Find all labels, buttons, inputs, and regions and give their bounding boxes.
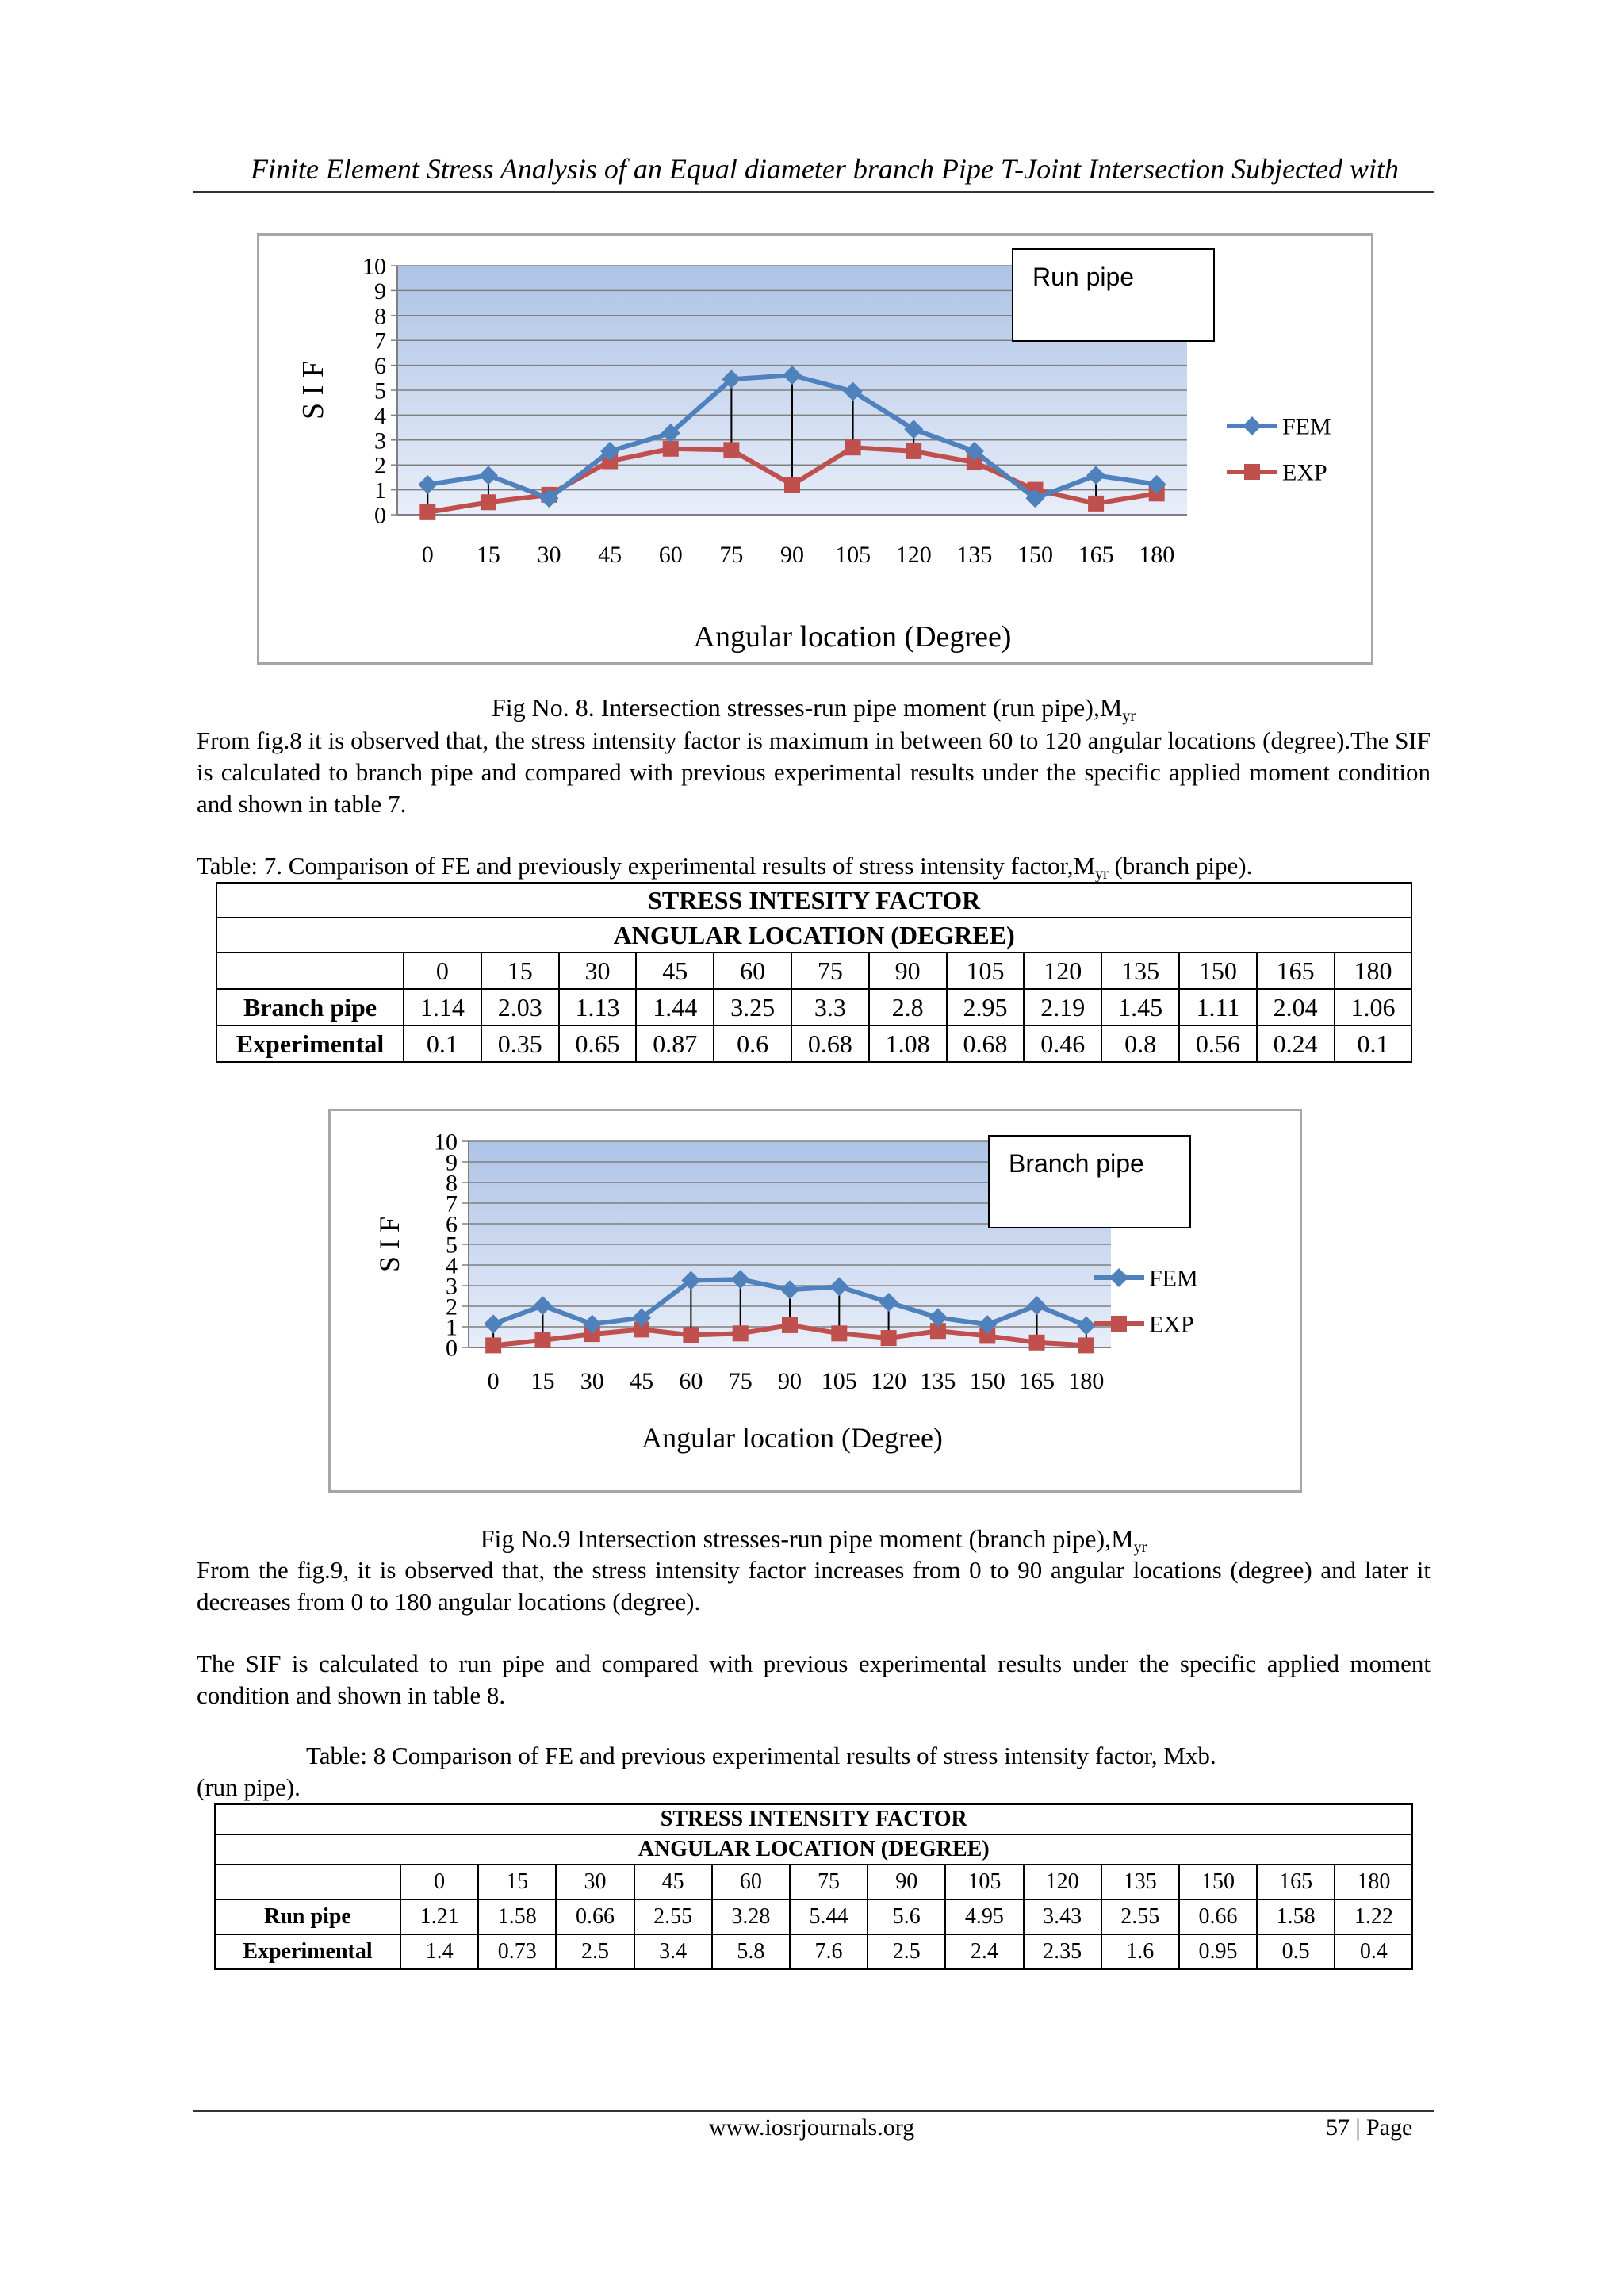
table-cell: 1.58 bbox=[478, 1899, 556, 1934]
legend-marker-fem bbox=[1243, 416, 1262, 435]
table-row-label: Experimental bbox=[215, 1934, 400, 1969]
table-cell: 4.95 bbox=[945, 1899, 1023, 1934]
table-cell: 3.28 bbox=[712, 1899, 790, 1934]
fig9-chart-label: Branch pipe bbox=[1009, 1149, 1144, 1178]
table-cell: 0.73 bbox=[478, 1934, 556, 1969]
table-cell: 120 bbox=[1024, 1865, 1101, 1899]
x-tick-label: 165 bbox=[1078, 542, 1114, 568]
fig8-chart-label: Run pipe bbox=[1032, 263, 1135, 291]
table-cell: 0.66 bbox=[1179, 1899, 1257, 1934]
table7 bbox=[216, 882, 1412, 1063]
table-row-label: Experimental bbox=[216, 1025, 404, 1062]
table-cell: 0.1 bbox=[1335, 1025, 1412, 1062]
table-cell: 3.25 bbox=[714, 989, 791, 1025]
table-cell: 0 bbox=[404, 953, 481, 989]
fig8-caption bbox=[197, 693, 1431, 723]
y-tick-label: 1 bbox=[446, 1314, 458, 1341]
header-rule bbox=[193, 191, 1434, 193]
data-point-exp bbox=[881, 1330, 897, 1346]
fig9-caption-text: Fig No.9 Intersection stresses-run pipe moment (branch pipe),M bbox=[480, 1524, 1134, 1553]
table-cell: 0.6 bbox=[714, 1025, 791, 1062]
x-tick-label: 60 bbox=[679, 1368, 703, 1394]
footer-rule bbox=[193, 2110, 1434, 2112]
table-cell: 120 bbox=[1024, 953, 1101, 989]
table-cell: 0.4 bbox=[1335, 1934, 1412, 1969]
table-cell: 165 bbox=[1257, 1865, 1335, 1899]
y-tick-label: 8 bbox=[374, 303, 386, 330]
y-tick-label: 7 bbox=[446, 1190, 458, 1217]
table-cell: 2.8 bbox=[869, 989, 947, 1025]
fig9-chart-label-box bbox=[988, 1135, 1191, 1228]
table-cell: 105 bbox=[947, 953, 1025, 989]
fig9-caption bbox=[197, 1524, 1431, 1554]
table-row-label: Run pipe bbox=[215, 1899, 400, 1934]
fig8-chart-frame bbox=[257, 233, 1373, 665]
x-tick-label: 30 bbox=[580, 1368, 604, 1394]
data-point-exp bbox=[733, 1325, 749, 1341]
table-cell: 90 bbox=[868, 1865, 945, 1899]
legend-marker-fem bbox=[1109, 1268, 1128, 1287]
table-cell: 0.1 bbox=[404, 1025, 481, 1062]
table-cell: 0.68 bbox=[791, 1025, 869, 1062]
table7-subtitle: ANGULAR LOCATION (DEGREE) bbox=[216, 918, 1411, 953]
table7-caption-text: Table: 7. Comparison of FE and previously experimental results of stress intensity factor,M bbox=[197, 852, 1096, 880]
table-cell: 0.8 bbox=[1101, 1025, 1179, 1062]
table-cell: 30 bbox=[556, 1865, 634, 1899]
table8-title: STRESS INTENSITY FACTOR bbox=[215, 1804, 1412, 1834]
table-cell: 1.14 bbox=[404, 989, 481, 1025]
table-cell: 0.5 bbox=[1257, 1934, 1335, 1969]
legend-label: FEM bbox=[1149, 1265, 1198, 1292]
table7-caption-subscript: yr bbox=[1095, 865, 1109, 883]
y-tick-label: 6 bbox=[446, 1211, 458, 1238]
table-cell: 2.19 bbox=[1024, 989, 1101, 1025]
table-cell: 75 bbox=[790, 1865, 868, 1899]
table8-caption-line1: Table: 8 Comparison of FE and previous experimental results of stress intensity factor, Mxb. bbox=[306, 1742, 1216, 1769]
table-cell: 45 bbox=[634, 1865, 712, 1899]
table-cell: 2.95 bbox=[947, 989, 1025, 1025]
data-point-exp bbox=[419, 504, 435, 520]
table-row bbox=[215, 1934, 1412, 1969]
table-cell: 3.3 bbox=[791, 989, 869, 1025]
x-tick-label: 60 bbox=[658, 542, 683, 568]
table-cell: 1.44 bbox=[636, 989, 714, 1025]
table-cell: 45 bbox=[636, 953, 714, 989]
x-tick-label: 45 bbox=[598, 542, 622, 568]
table-cell: 0.56 bbox=[1179, 1025, 1257, 1062]
fig8-caption-text: Fig No. 8. Intersection stresses-run pipe moment (run pipe),M bbox=[491, 693, 1123, 722]
x-tick-label: 120 bbox=[871, 1368, 907, 1394]
table-cell: 150 bbox=[1179, 953, 1257, 989]
table-cell: 0.24 bbox=[1257, 1025, 1335, 1062]
table-cell: 2.35 bbox=[1024, 1934, 1101, 1969]
table-cell: 15 bbox=[478, 1865, 556, 1899]
table-cell: 1.4 bbox=[400, 1934, 478, 1969]
table-cell: 3.4 bbox=[634, 1934, 712, 1969]
table-cell: 2.55 bbox=[1101, 1899, 1179, 1934]
y-axis-title: S I F bbox=[373, 1216, 405, 1273]
data-point-exp bbox=[534, 1332, 550, 1348]
y-tick-label: 1 bbox=[374, 477, 386, 504]
y-tick-label: 5 bbox=[446, 1232, 458, 1259]
x-tick-label: 75 bbox=[719, 542, 744, 568]
table-cell: 0.66 bbox=[556, 1899, 634, 1934]
table-cell: 105 bbox=[945, 1865, 1023, 1899]
table-cell: 1.58 bbox=[1257, 1899, 1335, 1934]
y-tick-label: 5 bbox=[374, 378, 386, 404]
x-tick-label: 0 bbox=[487, 1368, 500, 1394]
table-cell: 60 bbox=[712, 1865, 790, 1899]
table-row bbox=[216, 989, 1411, 1025]
data-point-exp bbox=[845, 439, 861, 455]
legend-marker-exp bbox=[1111, 1316, 1127, 1332]
x-axis-title: Angular location (Degree) bbox=[642, 1422, 943, 1454]
x-tick-label: 120 bbox=[895, 542, 932, 568]
x-tick-label: 15 bbox=[476, 542, 500, 568]
table-cell: 0.46 bbox=[1024, 1025, 1101, 1062]
table-cell: 0.68 bbox=[947, 1025, 1025, 1062]
table-row-label: Branch pipe bbox=[216, 989, 404, 1025]
table-cell: 2.55 bbox=[634, 1899, 712, 1934]
y-tick-label: 3 bbox=[446, 1273, 458, 1300]
y-tick-label: 2 bbox=[446, 1294, 458, 1320]
table-cell: 1.08 bbox=[869, 1025, 947, 1062]
table-cell: 5.44 bbox=[790, 1899, 868, 1934]
x-tick-label: 75 bbox=[728, 1368, 753, 1394]
data-point-exp bbox=[485, 1337, 501, 1353]
x-tick-label: 135 bbox=[956, 542, 993, 568]
table-cell: 135 bbox=[1101, 953, 1179, 989]
running-header: Finite Element Stress Analysis of an Equal diameter branch Pipe T-Joint Intersection Subjected with bbox=[250, 153, 1400, 185]
table7-angle-row bbox=[216, 953, 1411, 989]
y-tick-label: 3 bbox=[374, 427, 386, 454]
table-cell bbox=[215, 1865, 400, 1899]
table-cell: 1.6 bbox=[1101, 1934, 1179, 1969]
x-tick-label: 180 bbox=[1139, 542, 1175, 568]
x-tick-label: 0 bbox=[421, 542, 434, 568]
footer-page: 57 | Page bbox=[1326, 2114, 1413, 2141]
data-point-exp bbox=[1078, 1337, 1094, 1353]
table-cell: 2.04 bbox=[1257, 989, 1335, 1025]
y-tick-label: 10 bbox=[362, 253, 386, 280]
table-cell: 1.21 bbox=[400, 1899, 478, 1934]
table-cell: 1.11 bbox=[1179, 989, 1257, 1025]
table8-subtitle: ANGULAR LOCATION (DEGREE) bbox=[215, 1834, 1412, 1865]
data-point-exp bbox=[782, 1317, 798, 1333]
x-tick-label: 135 bbox=[920, 1368, 956, 1394]
x-tick-label: 180 bbox=[1068, 1368, 1105, 1394]
table-cell: 150 bbox=[1179, 1865, 1257, 1899]
table-cell: 75 bbox=[791, 953, 869, 989]
data-point-exp bbox=[1088, 496, 1104, 512]
table-cell: 135 bbox=[1101, 1865, 1179, 1899]
table-cell: 180 bbox=[1335, 1865, 1412, 1899]
table-cell: 5.8 bbox=[712, 1934, 790, 1969]
fig9-paragraph-1: From the fig.9, it is observed that, the stress intensity factor increases from 0 to 90 angular locations (degree) and later it decreases from 0 to 180 angular locations (degree). bbox=[197, 1556, 1431, 1616]
table-cell: 2.4 bbox=[945, 1934, 1023, 1969]
table-cell: 90 bbox=[869, 953, 947, 989]
y-tick-label: 0 bbox=[374, 502, 386, 529]
table-cell: 2.03 bbox=[481, 989, 559, 1025]
x-tick-label: 150 bbox=[1017, 542, 1053, 568]
table8-angle-row bbox=[215, 1865, 1412, 1899]
data-point-exp bbox=[1029, 1335, 1045, 1351]
y-tick-label: 7 bbox=[374, 328, 386, 355]
table-cell: 0.87 bbox=[636, 1025, 714, 1062]
table-cell: 1.06 bbox=[1335, 989, 1412, 1025]
x-tick-label: 150 bbox=[969, 1368, 1005, 1394]
fig9-paragraph-2: The SIF is calculated to run pipe and compared with previous experimental results under the specific applied moment condition and shown in table 8. bbox=[197, 1650, 1431, 1709]
x-tick-label: 30 bbox=[537, 542, 561, 568]
x-tick-label: 90 bbox=[778, 1368, 802, 1394]
table-cell bbox=[216, 953, 404, 989]
y-tick-label: 4 bbox=[446, 1252, 458, 1279]
table-cell: 60 bbox=[714, 953, 791, 989]
table-cell: 180 bbox=[1335, 953, 1412, 989]
table-cell: 30 bbox=[559, 953, 637, 989]
table8 bbox=[214, 1803, 1413, 1970]
x-axis-title: Angular location (Degree) bbox=[693, 620, 1012, 654]
table-cell: 0.95 bbox=[1179, 1934, 1257, 1969]
x-tick-label: 105 bbox=[821, 1368, 857, 1394]
x-tick-label: 15 bbox=[530, 1368, 555, 1394]
fig8-chart-label-box bbox=[1012, 248, 1215, 342]
data-point-exp bbox=[784, 477, 800, 493]
y-tick-label: 0 bbox=[446, 1335, 458, 1362]
data-point-exp bbox=[723, 442, 739, 458]
fig9-chart-frame bbox=[328, 1109, 1302, 1493]
legend-label: EXP bbox=[1149, 1311, 1194, 1338]
x-tick-label: 45 bbox=[630, 1368, 654, 1394]
legend-label: EXP bbox=[1282, 459, 1327, 486]
table-cell: 0.35 bbox=[481, 1025, 559, 1062]
data-point-exp bbox=[481, 494, 496, 510]
table-cell: 0.65 bbox=[559, 1025, 637, 1062]
table-row bbox=[216, 1025, 1411, 1062]
table-cell: 15 bbox=[481, 953, 559, 989]
fig9-caption-subscript: yr bbox=[1133, 1539, 1147, 1556]
y-tick-label: 9 bbox=[446, 1149, 458, 1176]
table-cell: 7.6 bbox=[790, 1934, 868, 1969]
table8-caption-line2: (run pipe). bbox=[197, 1773, 301, 1801]
y-tick-label: 6 bbox=[374, 353, 386, 380]
table-cell: 1.22 bbox=[1335, 1899, 1412, 1934]
table-cell: 2.5 bbox=[868, 1934, 945, 1969]
legend-label: FEM bbox=[1282, 413, 1331, 440]
data-point-exp bbox=[683, 1327, 699, 1343]
footer-site: www.iosrjournals.org bbox=[709, 2114, 915, 2141]
table-cell: 165 bbox=[1257, 953, 1335, 989]
table-row bbox=[215, 1899, 1412, 1934]
table7-title: STRESS INTESITY FACTOR bbox=[216, 883, 1411, 918]
legend-marker-exp bbox=[1244, 464, 1260, 480]
fig8-paragraph: From fig.8 it is observed that, the stress intensity factor is maximum in between 60 to 120 angular locations (degree).The SIF is calculated to branch pipe and compared with previous experimental results under the specific applied moment condition and shown in table 7. bbox=[197, 726, 1431, 818]
table-cell: 1.13 bbox=[559, 989, 637, 1025]
y-tick-label: 9 bbox=[374, 278, 386, 305]
x-tick-label: 165 bbox=[1019, 1368, 1055, 1394]
table7-caption bbox=[197, 850, 1431, 882]
y-tick-label: 4 bbox=[374, 402, 386, 429]
x-tick-label: 105 bbox=[835, 542, 871, 568]
table-cell: 2.5 bbox=[556, 1934, 634, 1969]
table7-caption-tail: (branch pipe). bbox=[1108, 852, 1253, 880]
data-point-exp bbox=[663, 441, 679, 457]
table-cell: 0 bbox=[400, 1865, 478, 1899]
y-tick-label: 2 bbox=[374, 452, 386, 479]
data-point-exp bbox=[906, 443, 921, 459]
table-cell: 1.45 bbox=[1101, 989, 1179, 1025]
fig8-caption-subscript: yr bbox=[1122, 707, 1136, 725]
y-tick-label: 8 bbox=[446, 1170, 458, 1197]
table-cell: 5.6 bbox=[868, 1899, 945, 1934]
x-tick-label: 90 bbox=[780, 542, 804, 568]
data-point-exp bbox=[831, 1325, 847, 1341]
table-cell: 3.43 bbox=[1024, 1899, 1101, 1934]
y-tick-label: 10 bbox=[434, 1129, 458, 1156]
y-axis-title: S I F bbox=[297, 361, 330, 420]
